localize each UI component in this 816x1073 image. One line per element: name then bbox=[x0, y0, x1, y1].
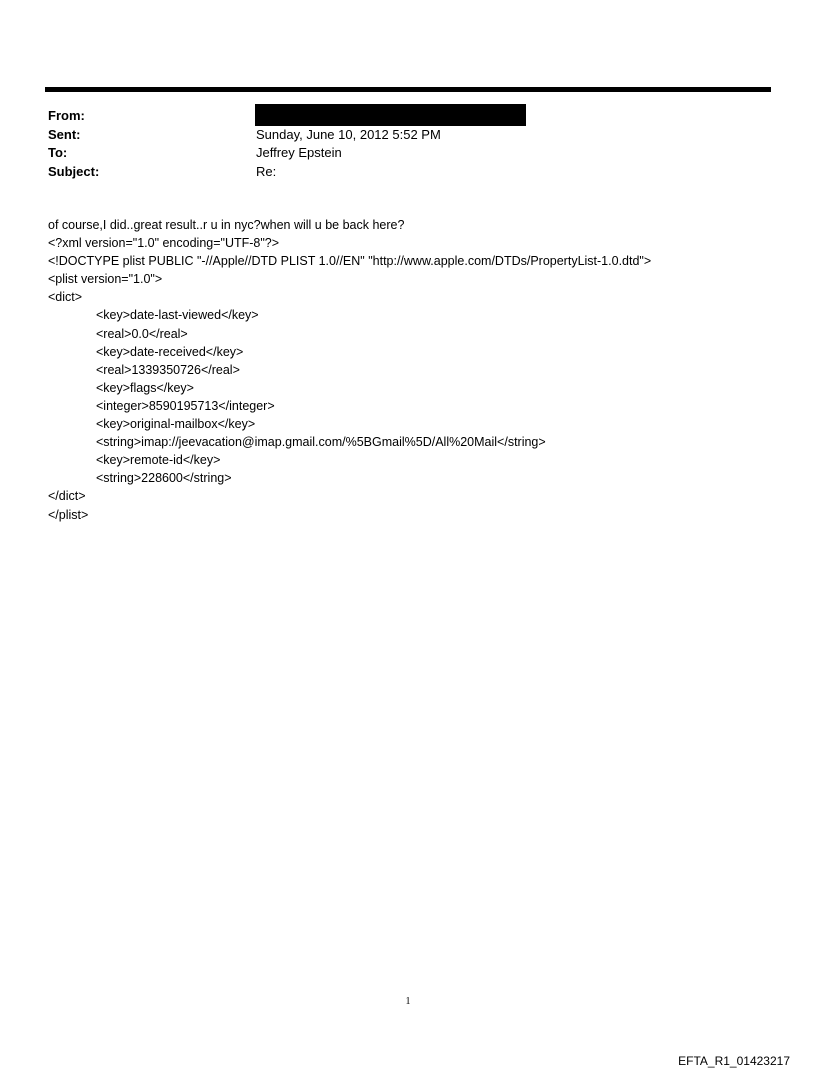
plist-entry-line: <string>imap://jeevacation@imap.gmail.com/%5BGmail%5D/All%20Mail</string> bbox=[96, 435, 546, 450]
document-id: EFTA_R1_01423217 bbox=[678, 1054, 790, 1068]
xml-declaration-line: <?xml version="1.0" encoding="UTF-8"?> bbox=[48, 236, 280, 251]
plist-entry-line: <integer>8590195713</integer> bbox=[96, 398, 275, 413]
sent-value: Sunday, June 10, 2012 5:52 PM bbox=[256, 126, 441, 142]
plist-entry-line: <key>date-last-viewed</key> bbox=[96, 308, 259, 323]
to-row bbox=[48, 144, 748, 163]
dict-open-line: <dict> bbox=[48, 290, 83, 305]
plist-entry-line: <key>remote-id</key> bbox=[96, 453, 221, 468]
plist-entry-line: <string>228600</string> bbox=[96, 471, 232, 486]
message-text: of course,I did..great result..r u in nyc?when will u be back here? bbox=[48, 218, 405, 232]
to-label: To: bbox=[48, 145, 68, 160]
subject-label: Subject: bbox=[48, 163, 100, 179]
subject-value: Re: bbox=[256, 163, 277, 179]
sent-row bbox=[48, 126, 748, 145]
plist-entry-line: <key>original-mailbox</key> bbox=[96, 417, 256, 432]
page-number: 1 bbox=[405, 996, 411, 1007]
plist-entry-line: <real>0.0</real> bbox=[96, 326, 188, 341]
plist-close-line: </plist> bbox=[48, 507, 89, 522]
redaction-block bbox=[255, 104, 526, 126]
email-header bbox=[48, 107, 748, 181]
subject-row bbox=[48, 163, 748, 182]
plist-entry-line: <real>1339350726</real> bbox=[96, 362, 240, 377]
plist-entry-line: <key>flags</key> bbox=[96, 380, 194, 395]
to-value: Jeffrey Epstein bbox=[256, 145, 342, 160]
header-divider bbox=[45, 87, 771, 92]
doctype-line: <!DOCTYPE plist PUBLIC "-//Apple//DTD PLIST 1.0//EN" "http://www.apple.com/DTDs/PropertyList-1.0.dtd"> bbox=[48, 254, 652, 269]
plist-open-line: <plist version="1.0"> bbox=[48, 272, 163, 287]
from-row bbox=[48, 107, 748, 126]
sent-label: Sent: bbox=[48, 126, 81, 142]
dict-close-line: </dict> bbox=[48, 489, 86, 504]
from-label: From: bbox=[48, 108, 85, 123]
plist-entry-line: <key>date-received</key> bbox=[96, 344, 244, 359]
email-body bbox=[48, 216, 788, 524]
